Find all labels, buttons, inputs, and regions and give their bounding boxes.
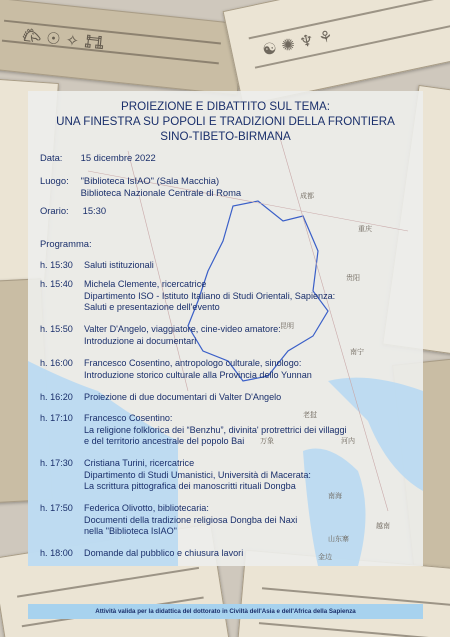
place-line: "Biblioteca IsIAO" (Sala Macchia) [80, 175, 220, 186]
program-description [84, 358, 312, 381]
program-time: h. 17:50 [40, 503, 73, 513]
program-line: Francesco Cosentino, antropologo culturale, sinologo: [84, 358, 302, 368]
program-label: Programma: [40, 238, 92, 249]
title-line: PROIEZIONE E DIBATTITO SUL TEMA: [121, 100, 330, 113]
program-line: Francesco Cosentino: [84, 413, 173, 423]
program-time: h. 15:50 [40, 324, 73, 334]
program-line: La religione folklorica dei “Benzhu”, divinita' protrettrici dei villaggi [84, 424, 347, 435]
map-label: 山东寨 [328, 535, 349, 543]
program-time: h. 15:30 [40, 260, 73, 270]
date-row [40, 152, 156, 164]
program-line: Domande dal pubblico e chiusura lavori [84, 548, 244, 558]
program-line: Michela Clemente, ricercatrice [84, 279, 207, 289]
program-time: h. 17:10 [40, 413, 73, 423]
program-time: h. 18:00 [40, 548, 73, 558]
place-label: Luogo: [40, 175, 69, 186]
program-description [84, 413, 347, 448]
program-time: h. 16:00 [40, 358, 73, 368]
program-description [84, 392, 281, 404]
program-description [84, 279, 335, 314]
program-description [84, 260, 154, 272]
map-label: 金边 [318, 553, 332, 561]
date-value: 15 dicembre 2022 [80, 152, 156, 163]
map-label: 河内 [341, 437, 355, 445]
program-description [84, 548, 243, 560]
place-row [40, 175, 241, 198]
time-row [40, 205, 106, 217]
time-value: 15:30 [82, 205, 107, 216]
program-line: Federica Olivotto, bibliotecaria: [84, 503, 209, 513]
program-time: h. 16:20 [40, 392, 73, 402]
map-label: 万象 [260, 437, 274, 445]
date-label: Data: [40, 152, 63, 163]
program-line: Introduzione ai documentari [84, 335, 197, 346]
map-label: 贵阳 [346, 274, 360, 282]
program-line: Saluti e presentazione dell'evento [84, 302, 220, 312]
manuscript-page: ☯ ✺ ♆ ⚘ [223, 0, 450, 106]
program-description [84, 503, 297, 538]
program-line: Introduzione storico culturale alla Provincia dello Yunnan [84, 369, 312, 380]
program-description [84, 324, 281, 347]
program-time: h. 15:40 [40, 279, 73, 289]
footer-note: Attività valida per la didattica del dottorato in Civiltà dell'Asia e dell'Africa della Sapienza [28, 604, 423, 619]
map-label: 重庆 [358, 225, 372, 233]
program-line: Valter D'Angelo, viaggiatore, cine-video amatore: [84, 324, 281, 334]
program-line: e del territorio ancestrale del popolo Bai [84, 436, 245, 446]
program-line: La scrittura pittografica dei manoscritti rituali Dongba [84, 481, 296, 491]
event-title [28, 99, 423, 144]
program-line: Dipartimento di Studi Umanistici, Università di Macerata: [84, 469, 311, 480]
map-label: 成都 [300, 192, 314, 200]
map-label: 南宁 [350, 348, 364, 356]
manuscript-page: 𐂃 ☉ ✧ 𐃀 [0, 0, 245, 95]
time-label: Orario: [40, 205, 69, 216]
program-line: Documenti della tradizione religiosa Dongba dei Naxi [84, 514, 298, 525]
program-time: h. 17:30 [40, 458, 73, 468]
program-description [84, 458, 311, 493]
program-line: Dipartimento ISO - Istituto Italiano di Studi Orientali, Sapienza: [84, 290, 336, 301]
event-poster [28, 91, 423, 566]
map-label: 南海 [328, 492, 342, 500]
program-line: Saluti istituzionali [84, 260, 154, 270]
program-line: Cristiana Turini, ricercatrice [84, 458, 195, 468]
program-line: Proiezione di due documentari di Valter D'Angelo [84, 392, 282, 402]
map-label: 越南 [376, 522, 390, 530]
program-line: nella "Biblioteca IsIAO" [84, 526, 177, 536]
map-label: 昆明 [280, 322, 294, 330]
title-line: SINO-TIBETO-BIRMANA [160, 130, 291, 143]
map-label: 老挝 [303, 411, 317, 419]
place-line: Biblioteca Nazionale Centrale di Roma [80, 186, 242, 198]
title-line: UNA FINESTRA SU POPOLI E TRADIZIONI DELLA FRONTIERA [56, 115, 395, 128]
